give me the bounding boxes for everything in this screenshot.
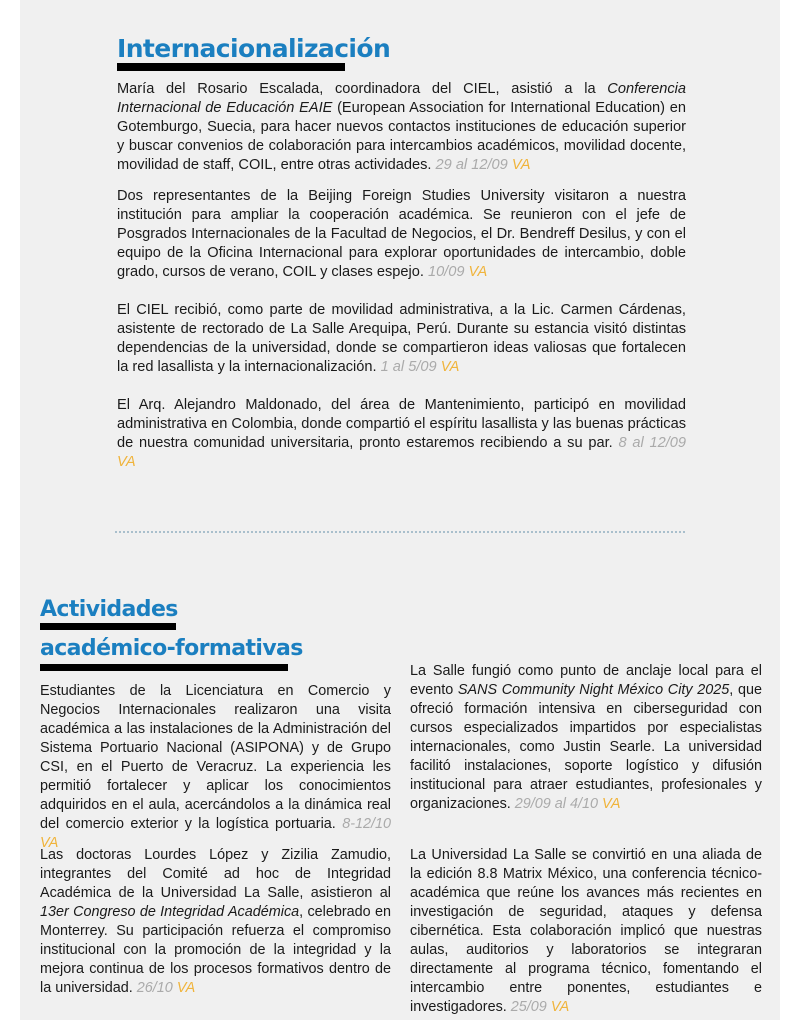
news-date: 1 al 5/09 (380, 359, 437, 375)
news-author-initials: VA (468, 264, 488, 280)
news-item-academic-1 (40, 682, 391, 853)
news-text: La Salle fungió como punto de anclaje local para el evento (410, 663, 762, 698)
dotted-separator (115, 531, 685, 533)
section-title-actividades-line2: académico-formativas (40, 636, 303, 661)
news-item-academic-2 (40, 846, 391, 998)
news-text: , celebrado en Monterrey. Su participación refuerza el compromiso institucional con la promoción de la integridad y la mejora continua de los procesos formativos dentro de la universidad. (40, 904, 391, 996)
news-item-academic-3 (410, 662, 762, 814)
news-date: 8 al 12/09 (618, 435, 686, 451)
news-item-international-2 (117, 187, 686, 282)
news-author-initials: VA (602, 796, 621, 812)
news-text: María del Rosario Escalada, coordinadora del CIEL, asistió a la (117, 81, 608, 97)
news-text: Estudiantes de la Licenciatura en Comercio y Negocios Internacionales realizaron una visita académica a las instalaciones de la Administración del Sistema Portuario Nacional (ASIPONA) y de Grupo CSI, en el Puerto de Veracruz. La experiencia les permitió fortalecer y aplicar los conocimientos adquiridos en el aula, acercándolos a la dinámica real del comercio exterior y la logística portuaria. (40, 683, 391, 832)
news-date: 10/09 (427, 264, 465, 280)
news-text: El CIEL recibió, como parte de movilidad administrativa, a la Lic. Carmen Cárdenas, asistente de rectorado de La Salle Arequipa, Perú. Durante su estancia visitó distintas dependencias de la universidad, donde se compartieron ideas valiosas que fortalecen la red lasallista y la internacionalización. (117, 302, 686, 375)
news-date: 29 al 12/09 (435, 157, 508, 173)
news-author-initials: VA (550, 999, 570, 1015)
news-text: Las doctoras Lourdes López y Zizilia Zamudio, integrantes del Comité ad hoc de Integridad Académica de la Universidad La Salle, asistieron al (40, 847, 391, 901)
news-item-international-1 (117, 80, 686, 175)
news-text: Dos representantes de la Beijing Foreign Studies University visitaron a nuestra institución para ampliar la cooperación académica. Se reunieron con el jefe de Posgrados Internacionales de la Facultad de Negocios, el Dr. Bendreff Desilus, y con el equipo de la Oficina Internacional para explorar oportunidades de intercambio, doble grado, cursos de verano, COIL y clases espejo. (117, 188, 686, 280)
news-item-academic-4 (410, 846, 762, 1017)
news-item-international-4 (117, 396, 686, 472)
news-author-initials: VA (40, 835, 59, 851)
news-text-italic: 13er Congreso de Integridad Académica (40, 904, 300, 920)
news-date: 8-12/10 (342, 816, 391, 832)
news-author-initials: VA (511, 157, 531, 173)
section-title-internacionalizacion: Internacionalización (117, 34, 391, 63)
news-author-initials: VA (440, 359, 460, 375)
news-text: , que ofreció formación intensiva en ciberseguridad con cursos especializados impartidos por especialistas internacionales, como Justin Searle. La universidad facilitó instalaciones, soporte logístico y difusión institucional para atraer estudiantes, profesionales y organizaciones. (410, 682, 762, 812)
news-date: 26/10 (136, 980, 173, 996)
news-text-italic: Conferencia Internacional de Educación EAIE (117, 81, 686, 116)
news-text-italic: SANS Community Night México City 2025 (457, 682, 730, 698)
section-title-actividades-line1: Actividades (40, 597, 178, 622)
news-text: La Universidad La Salle se convirtió en una aliada de la edición 8.8 Matrix México, una conferencia técnico-académica que reúne los avances más recientes en investigación de seguridad, ataques y defensa cibernética. Esta colaboración implicó que nuestras aulas, auditorios y laboratorios se integraran directamente al programa técnico, fomentando el intercambio entre ponentes, estudiantes e investigadores. (410, 847, 762, 1015)
title-underline-bar (117, 63, 345, 71)
title-underline-bar (40, 664, 288, 671)
news-author-initials: VA (117, 454, 136, 470)
news-date: 25/09 (510, 999, 547, 1015)
news-text: El Arq. Alejandro Maldonado, del área de Mantenimiento, participó en movilidad administrativa en Colombia, donde compartió el espíritu lasallista y las buenas prácticas de nuestra comunidad universitaria, pronto estaremos recibiendo a su par. (117, 397, 686, 451)
news-author-initials: VA (176, 980, 196, 996)
title-underline-bar (40, 623, 176, 630)
news-text: (European Association for International Education) en Gotemburgo, Suecia, para hacer nuevos contactos instituciones de educación superior y buscar convenios de colaboración para intercambios académicos, movilidad docente, movilidad de staff, COIL, entre otras actividades. (117, 100, 686, 173)
news-date: 29/09 al 4/10 (514, 796, 599, 812)
news-item-international-3 (117, 301, 686, 377)
